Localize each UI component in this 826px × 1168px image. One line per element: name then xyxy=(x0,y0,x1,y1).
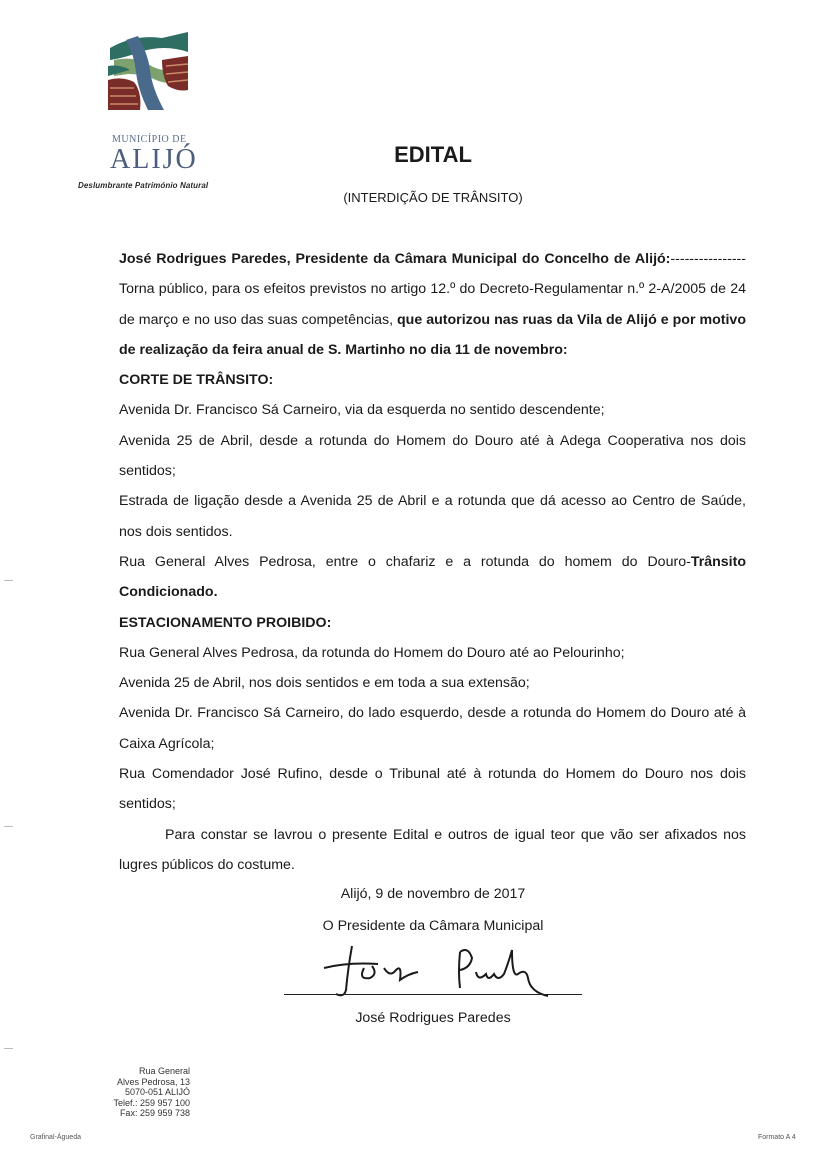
signatory-name: José Rodrigues Paredes xyxy=(355,1010,511,1026)
alijo-municipal-logo-icon xyxy=(104,30,192,112)
address-line: Rua General xyxy=(138,1066,190,1076)
list-item: Rua General Alves Pedrosa, da rotunda do Homem do Douro até ao Pelourinho; xyxy=(119,644,625,661)
municipio-label: MUNICÍPIO DE xyxy=(112,134,187,145)
fold-mark xyxy=(4,1048,13,1049)
place-date: Alijó, 9 de novembro de 2017 xyxy=(340,886,526,902)
address-block xyxy=(92,1066,190,1119)
signature-line xyxy=(284,994,582,995)
list-item: Estrada de ligação desde a Avenida 25 de Abril e a rotunda que dá acesso ao Centro de Saúde, nos dois sentidos. xyxy=(119,493,746,540)
intro-bold: José Rodrigues Paredes, Presidente da Câmara Municipal do Concelho de Alijó: xyxy=(119,251,671,267)
intro-line xyxy=(119,244,746,274)
paragraph-1-normal: Torna público, para os efeitos previstos no artigo 12.º do Decreto-Regulamentar n.º 2-A/2005 de 24 de março e no uso das suas competências, xyxy=(119,281,746,328)
paragraph-1 xyxy=(119,274,746,365)
list-item: Avenida 25 de Abril, nos dois sentidos e em toda a sua extensão; xyxy=(119,675,530,692)
paragraph-1-bold: que autorizou nas ruas da Vila de Alijó e por motivo de realização da feira anual de S. Martinho no dia 11 de novembro: xyxy=(119,311,746,358)
address-line: Fax: 259 959 738 xyxy=(119,1108,190,1118)
corte-last-bold: Trânsito Condicionado. xyxy=(119,553,746,601)
municipio-name: ALIJÓ xyxy=(110,144,198,175)
corte-last-normal: Rua General Alves Pedrosa, entre o chafariz e a rotunda do homem do Douro- xyxy=(119,553,691,570)
list-item: Rua Comendador José Rufino, desde o Tribunal até à rotunda do Homem do Douro nos dois sentidos; xyxy=(119,766,746,813)
closing-paragraph: Para constar se lavrou o presente Edital e outros de igual teor que vão ser afixados nos lugres públicos do costume. xyxy=(119,826,746,873)
list-item xyxy=(119,547,746,608)
fold-mark xyxy=(4,826,13,827)
address-line: 5070-051 ALIJÓ xyxy=(124,1087,190,1097)
intro-dashes: ---------------- xyxy=(670,251,746,267)
handwritten-signature xyxy=(318,938,558,1000)
list-item: Avenida 25 de Abril, desde a rotunda do Homem do Douro até à Adega Cooperativa nos dois sentidos; xyxy=(119,432,746,480)
corte-heading: CORTE DE TRÂNSITO: xyxy=(119,372,274,389)
tagline: Deslumbrante Património Natural xyxy=(78,181,209,190)
document-title: EDITAL xyxy=(394,142,472,167)
list-item: Avenida Dr. Francisco Sá Carneiro, do lado esquerdo, desde a rotunda do Homem do Douro até à Caixa Agrícola; xyxy=(119,705,746,752)
address-line: Alves Pedrosa, 13 xyxy=(116,1076,190,1087)
footer-format: Formato A 4 xyxy=(758,1134,796,1141)
footer-printer: Grafinal-Águeda xyxy=(30,1134,81,1141)
document-body xyxy=(119,244,746,880)
list-item: Avenida Dr. Francisco Sá Carneiro, via da esquerda no sentido descendente; xyxy=(119,402,605,419)
fold-mark xyxy=(4,580,13,581)
document-subtitle: (INTERDIÇÃO DE TRÂNSITO) xyxy=(343,190,523,205)
estacionamento-heading: ESTACIONAMENTO PROIBIDO: xyxy=(119,614,332,631)
president-title: O Presidente da Câmara Municipal xyxy=(322,918,544,934)
address-line: Telef.: 259 957 100 xyxy=(113,1097,190,1108)
